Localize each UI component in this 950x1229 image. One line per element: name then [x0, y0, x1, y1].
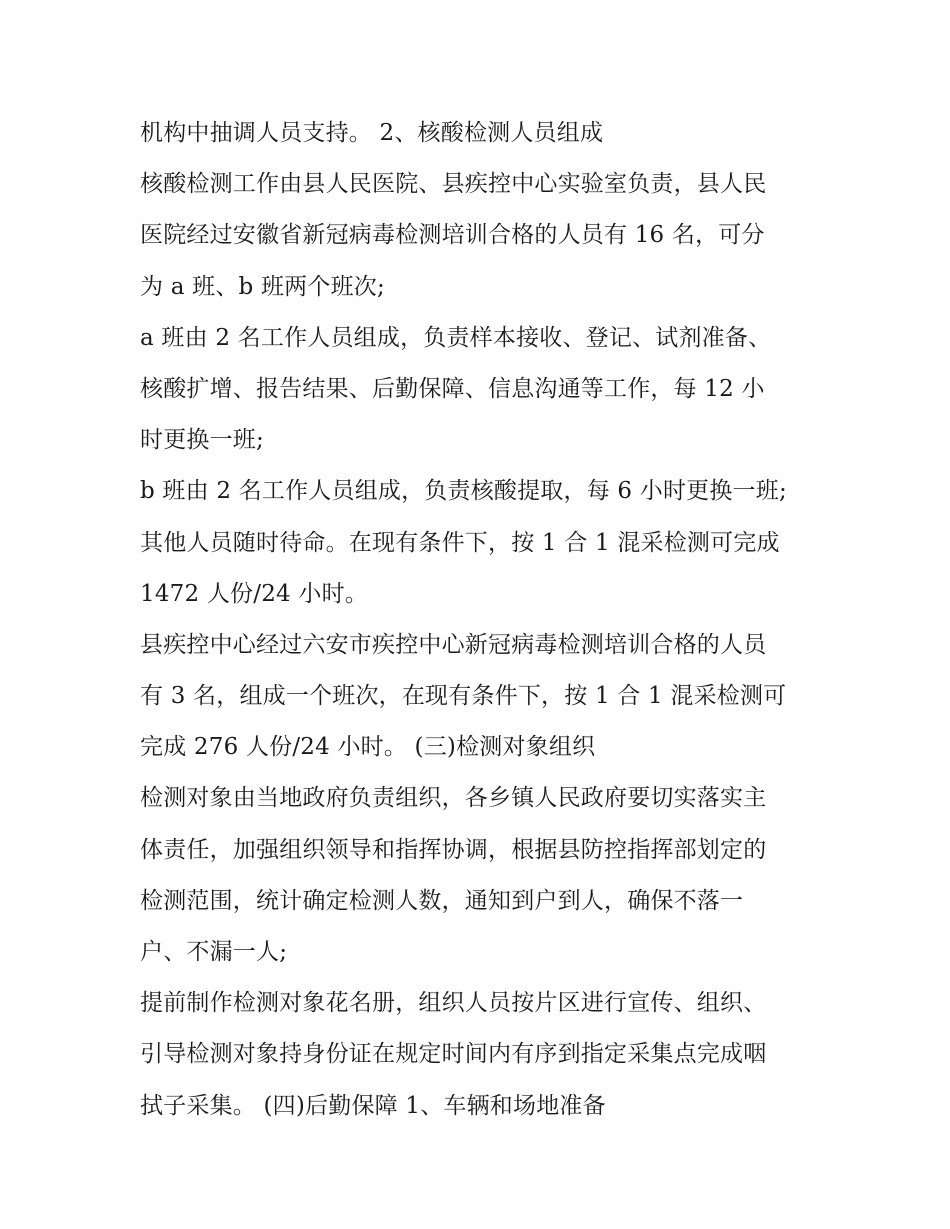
text-line: b 班由 2 名工作人员组成，负责核酸提取，每 6 小时更换一班; [140, 478, 787, 505]
text-line: 核酸检测工作由县人民医院、县疾控中心实验室负责，县人民 [140, 171, 767, 198]
text-line: 核酸扩增、报告结果、后勤保障、信息沟通等工作，每 12 小 [140, 375, 765, 402]
text-line: 检测对象由当地政府负责组织，各乡镇人民政府要切实落实主 [140, 785, 767, 812]
text-line: 拭子采集。 (四)后勤保障 1、车辆和场地准备 [140, 1092, 606, 1119]
text-line: 提前制作检测对象花名册，组织人员按片区进行宣传、组织、 [140, 990, 767, 1017]
text-line: 县疾控中心经过六安市疾控中心新冠病毒检测培训合格的人员 [140, 631, 767, 658]
text-line: 检测范围，统计确定检测人数，通知到户到人，确保不落一 [140, 887, 744, 914]
text-line: 医院经过安徽省新冠病毒检测培训合格的人员有 16 名，可分 [140, 222, 765, 249]
text-line: 1472 人份/24 小时。 [140, 580, 368, 607]
text-line: 为 a 班、b 班两个班次; [140, 273, 385, 300]
document-body [140, 108, 830, 1132]
text-line: a 班由 2 名工作人员组成，负责样本接收、登记、试剂准备、 [140, 324, 772, 351]
text-line: 有 3 名，组成一个班次，在现有条件下，按 1 合 1 混采检测可 [140, 683, 787, 710]
text-line: 时更换一班; [140, 427, 264, 454]
text-line: 户、不漏一人; [140, 939, 288, 965]
text-line: 完成 276 人份/24 小时。 (三)检测对象组织 [140, 734, 596, 761]
text-line: 体责任，加强组织领导和指挥协调，根据县防控指挥部划定的 [140, 836, 767, 863]
text-line: 引导检测对象持身份证在规定时间内有序到指定采集点完成咽 [140, 1041, 767, 1068]
text-line: 机构中抽调人员支持。 2、核酸检测人员组成 [140, 120, 604, 146]
text-line: 其他人员随时待命。在现有条件下，按 1 合 1 混采检测可完成 [140, 529, 780, 556]
